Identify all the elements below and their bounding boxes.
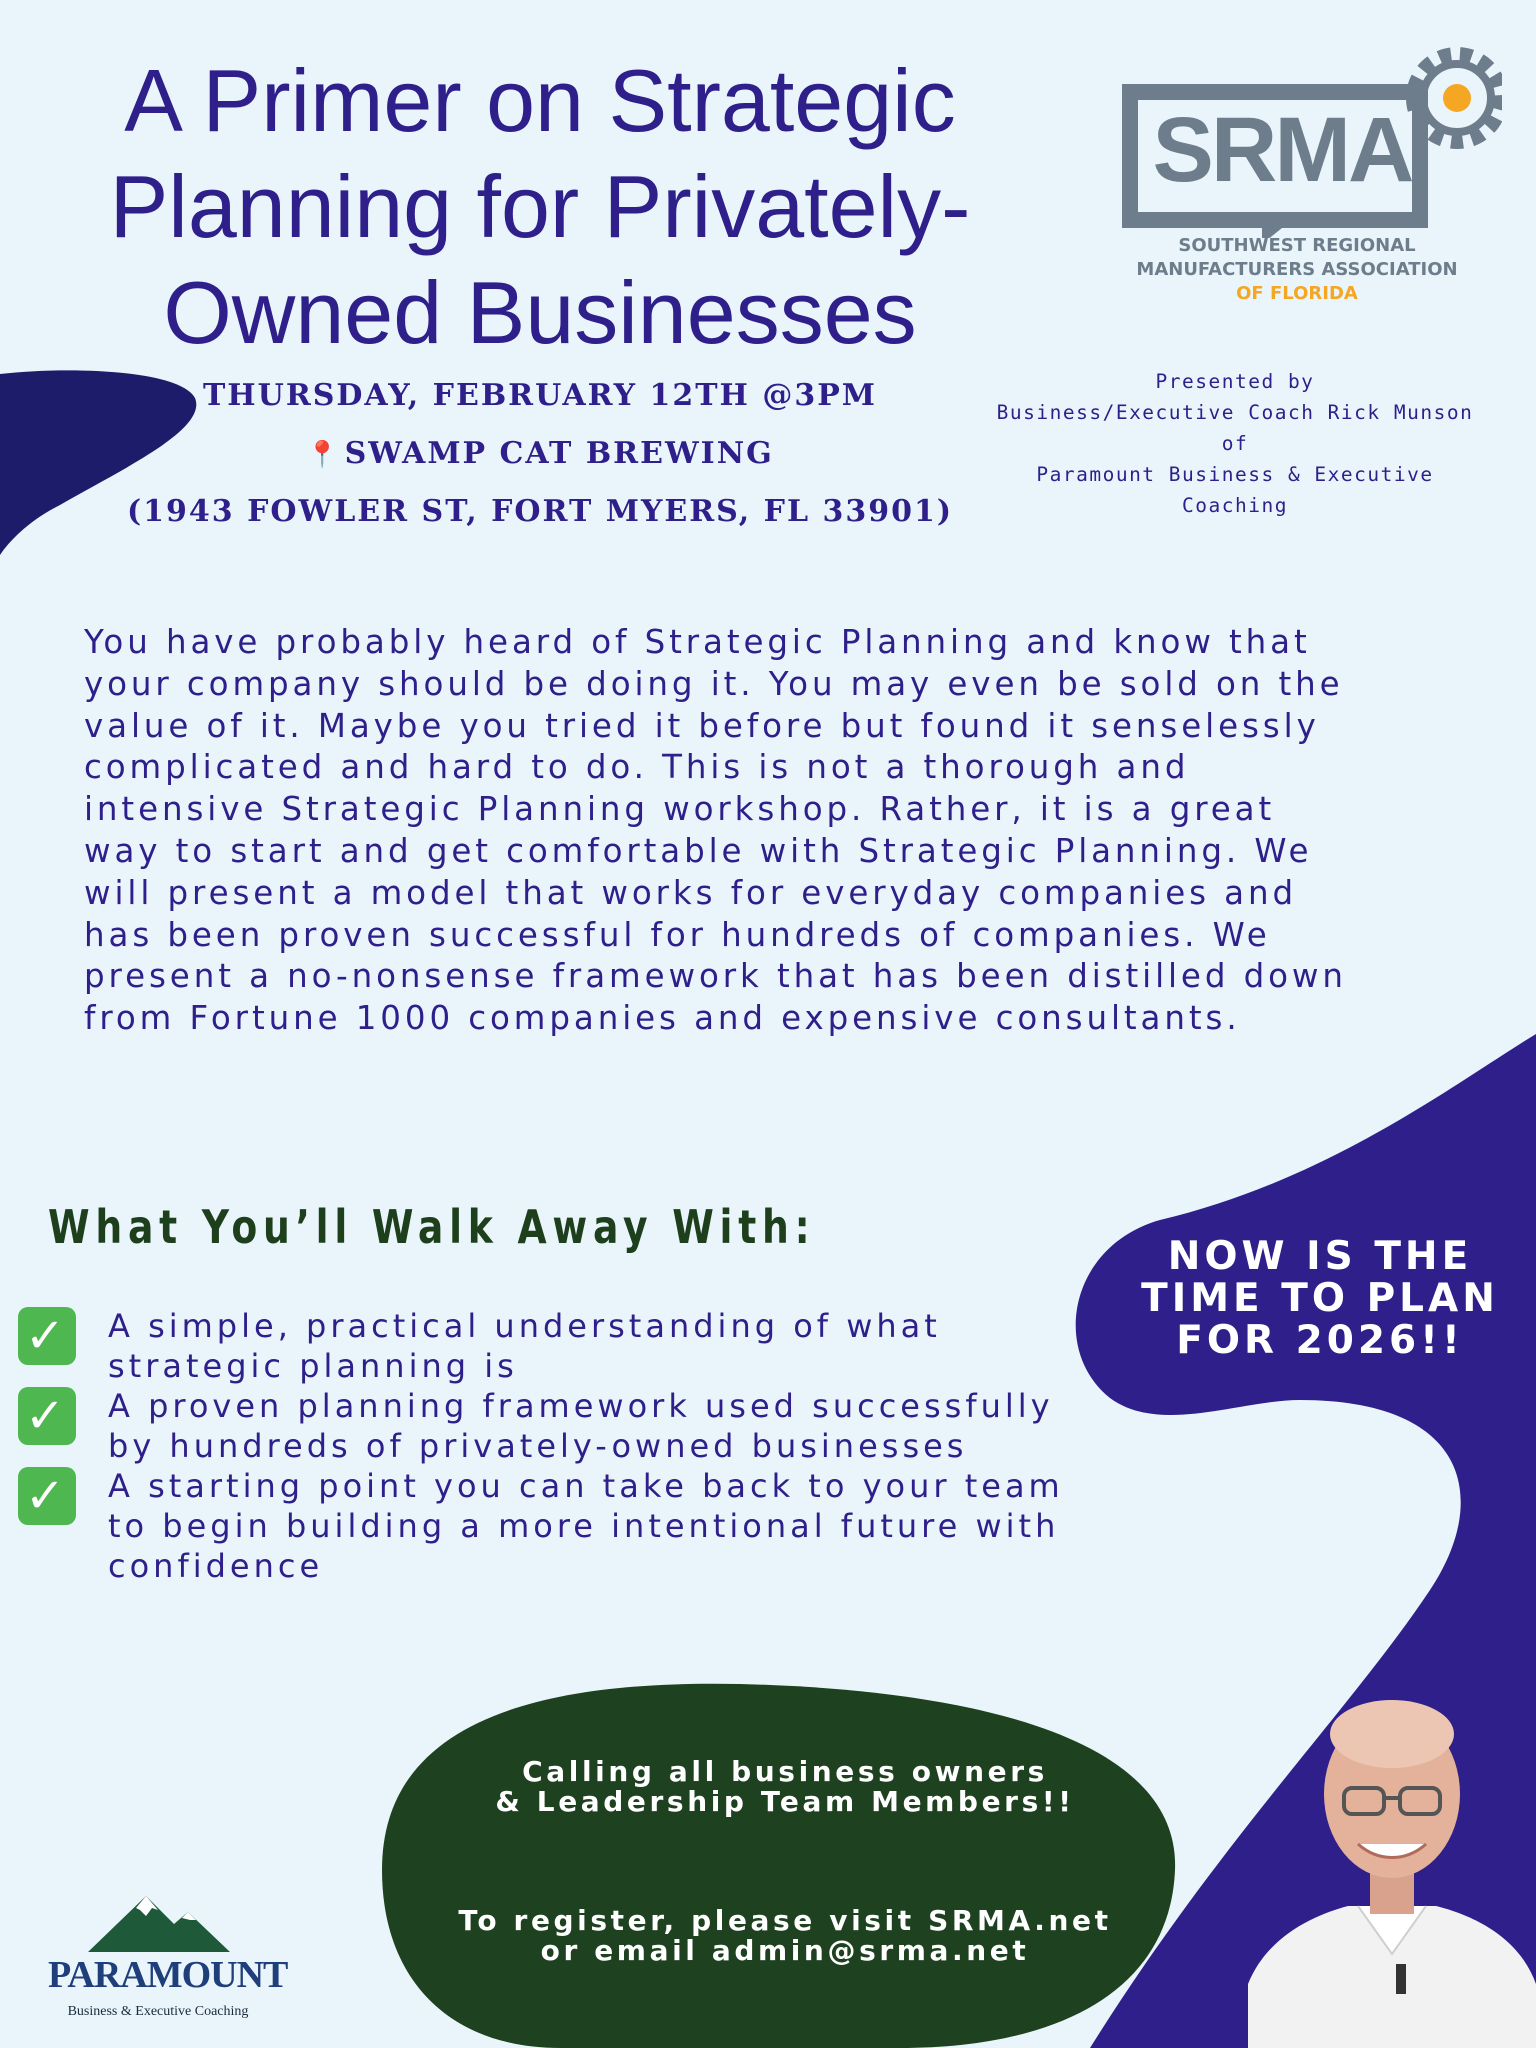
presenter-line3: Paramount Business & Executive Coaching — [1036, 463, 1434, 517]
register-line2[interactable]: or email admin@srma.net — [540, 1934, 1030, 1967]
check-icon: ✓ — [18, 1387, 76, 1445]
register-line1[interactable]: To register, please visit SRMA.net — [458, 1904, 1112, 1937]
desc-line: has been proven successful for hundreds of companies. We — [84, 915, 1271, 954]
check-icon: ✓ — [18, 1307, 76, 1365]
benefit-text: A starting point you can take back to your team — [108, 1467, 1064, 1505]
paramount-tagline: Business & Executive Coaching — [67, 2004, 249, 2019]
srma-sub-line1: SOUTHWEST REGIONAL — [1178, 235, 1416, 256]
check-icon: ✓ — [18, 1467, 76, 1525]
description-paragraph — [84, 622, 1454, 1040]
event-address: (1943 FOWLER ST, FORT MYERS, FL 33901) — [126, 494, 954, 529]
srma-wordmark: SRMA — [1152, 99, 1412, 201]
registration-info — [400, 1906, 1170, 1966]
benefit-text: A simple, practical understanding of what — [108, 1307, 941, 1345]
desc-line: intensive Strategic Planning workshop. Rather, it is a great — [84, 790, 1276, 829]
srma-sub-line3: OF FLORIDA — [1236, 283, 1358, 304]
list-item — [14, 1386, 1114, 1466]
callout-line2: TIME TO PLAN — [1141, 1276, 1499, 1321]
desc-line: complicated and hard to do. This is not a thorough and — [84, 748, 1190, 787]
desc-line: way to start and get comfortable with Strategic Planning. We — [84, 831, 1313, 870]
presenter-line1: Presented by — [1155, 370, 1315, 393]
benefit-text: by hundreds of privately-owned businesses — [108, 1427, 968, 1465]
plan-callout — [1120, 1236, 1520, 1362]
venue-name: SWAMP CAT BREWING — [344, 436, 774, 471]
event-date: THURSDAY, FEBRUARY 12TH @3PM — [202, 378, 877, 413]
map-pin-icon: 📍 — [306, 440, 341, 470]
event-title — [40, 48, 1040, 366]
title-line-3: Owned Businesses — [163, 263, 917, 362]
srma-subtitle — [1112, 234, 1482, 306]
audience-callout — [420, 1757, 1150, 1817]
benefits-list — [14, 1306, 1114, 1586]
desc-line: your company should be doing it. You may even be sold on the — [84, 664, 1344, 703]
srma-sub-line2: MANUFACTURERS ASSOCIATION — [1136, 259, 1458, 280]
calling-line2: & Leadership Team Members!! — [495, 1785, 1075, 1818]
desc-line: will present a model that works for everyday companies and — [84, 873, 1298, 912]
list-item — [14, 1306, 1114, 1386]
title-line-1: A Primer on Strategic — [124, 51, 956, 150]
desc-line: value of it. Maybe you tried it before but found it senselessly — [84, 706, 1320, 745]
event-venue — [200, 436, 880, 471]
callout-line3: FOR 2026!! — [1176, 1318, 1464, 1363]
presenter-credit — [990, 366, 1480, 521]
desc-line: present a no-nonsense framework that has been distilled down — [84, 957, 1347, 996]
calling-line1: Calling all business owners — [522, 1755, 1048, 1788]
green-blob-cta — [382, 1684, 1175, 2048]
desc-line: You have probably heard of Strategic Planning and know that — [84, 623, 1311, 661]
benefit-text: A proven planning framework used successfully — [108, 1387, 1054, 1425]
title-line-2: Planning for Privately- — [109, 157, 971, 256]
paramount-name: PARAMOUNT — [48, 1954, 288, 1996]
callout-line1: NOW IS THE — [1167, 1234, 1473, 1279]
benefit-text: strategic planning is — [108, 1347, 518, 1385]
list-item — [14, 1466, 1114, 1586]
presenter-photo — [1248, 1684, 1536, 2048]
desc-line: from Fortune 1000 companies and expensive consultants. — [84, 999, 1241, 1038]
walk-away-heading: What You’ll Walk Away With: — [48, 1200, 816, 1254]
presenter-line2: Business/Executive Coach Rick Munson of — [996, 401, 1474, 455]
benefit-text: to begin building a more intentional future with — [108, 1507, 1060, 1545]
benefit-text: confidence — [108, 1547, 324, 1585]
